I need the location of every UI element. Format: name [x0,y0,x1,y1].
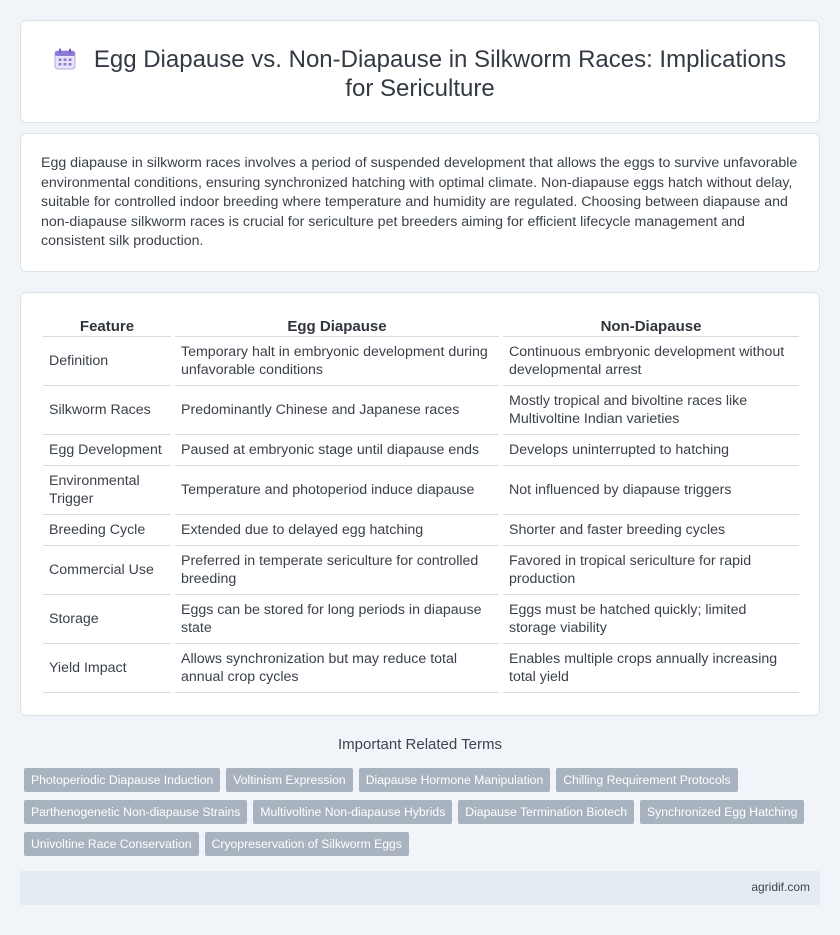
row-feature: Egg Development [43,435,171,466]
related-term-tag[interactable]: Diapause Termination Biotech [458,800,634,824]
row-feature: Breeding Cycle [43,515,171,546]
header-egg-diapause: Egg Diapause [175,315,499,337]
row-diapause: Extended due to delayed egg hatching [175,515,499,546]
footer [20,871,820,905]
row-feature: Definition [43,337,171,386]
footer-site-link[interactable]: agridif.com [751,880,810,894]
row-non-diapause: Continuous embryonic development without developmental arrest [503,337,799,386]
page-title: Egg Diapause vs. Non-Diapause in Silkworm Races: Implications for Sericulture [93,46,787,102]
related-term-tag[interactable]: Photoperiodic Diapause Induction [24,768,220,792]
row-feature: Environmental Trigger [43,466,171,515]
row-feature: Storage [43,595,171,644]
related-term-tag[interactable]: Voltinism Expression [226,768,352,792]
table-row [43,435,799,466]
row-non-diapause: Shorter and faster breeding cycles [503,515,799,546]
table-row [43,337,799,386]
row-feature: Silkworm Races [43,386,171,435]
intro-paragraph: Egg diapause in silkworm races involves a period of suspended development that allows the eggs to survive unfavorable environmental conditions, ensuring synchronized hatching with optimal climate. Non-diapause eggs hatch without delay, suitable for controlled indoor breeding where temperature and humidity are regulated. Choosing between diapause and non-diapause silkworm races is crucial for sericulture pet breeders aiming for efficient lifecycle management and consistent silk production. [41,155,798,250]
calendar-icon [54,48,76,70]
row-non-diapause: Mostly tropical and bivoltine races like Multivoltine Indian varieties [503,386,799,435]
table-row [43,515,799,546]
comparison-card [20,292,820,716]
table-row [43,466,799,515]
row-non-diapause: Enables multiple crops annually increasing total yield [503,644,799,693]
header-non-diapause: Non-Diapause [503,315,799,337]
related-terms-title: Important Related Terms [338,736,502,753]
table-row [43,546,799,595]
title-card [20,20,820,123]
related-term-tag[interactable]: Chilling Requirement Protocols [556,768,737,792]
row-diapause: Predominantly Chinese and Japanese races [175,386,499,435]
row-diapause: Paused at embryonic stage until diapause ends [175,435,499,466]
header-feature: Feature [43,315,171,337]
comparison-table [43,315,799,693]
table-header-row [43,315,799,337]
row-diapause: Temperature and photoperiod induce diapause [175,466,499,515]
related-terms-list [24,768,824,856]
intro-card [20,133,820,272]
table-row [43,386,799,435]
row-non-diapause: Not influenced by diapause triggers [503,466,799,515]
row-diapause: Eggs can be stored for long periods in diapause state [175,595,499,644]
related-term-tag[interactable]: Multivoltine Non-diapause Hybrids [253,800,452,824]
row-diapause: Temporary halt in embryonic development during unfavorable conditions [175,337,499,386]
related-term-tag[interactable]: Univoltine Race Conservation [24,832,199,856]
related-term-tag[interactable]: Synchronized Egg Hatching [640,800,804,824]
page-title-wrap [21,45,819,103]
row-feature: Yield Impact [43,644,171,693]
row-non-diapause: Eggs must be hatched quickly; limited storage viability [503,595,799,644]
related-term-tag[interactable]: Diapause Hormone Manipulation [359,768,551,792]
related-term-tag[interactable]: Cryopreservation of Silkworm Eggs [205,832,409,856]
row-non-diapause: Favored in tropical sericulture for rapid production [503,546,799,595]
row-feature: Commercial Use [43,546,171,595]
table-row [43,595,799,644]
row-diapause: Preferred in temperate sericulture for controlled breeding [175,546,499,595]
related-term-tag[interactable]: Parthenogenetic Non-diapause Strains [24,800,247,824]
table-row [43,644,799,693]
row-diapause: Allows synchronization but may reduce total annual crop cycles [175,644,499,693]
row-non-diapause: Develops uninterrupted to hatching [503,435,799,466]
